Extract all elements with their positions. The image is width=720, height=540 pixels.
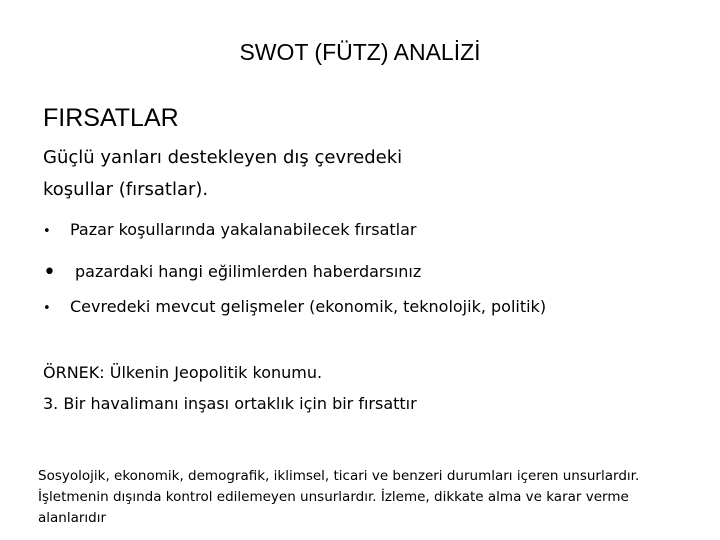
bullet-marker: • xyxy=(43,260,56,285)
bullet-item xyxy=(43,296,546,320)
bullet-marker: • xyxy=(43,224,51,239)
intro-line: koşullar (fırsatlar). xyxy=(43,179,209,200)
bullet-text: Pazar koşullarında yakalanabilecek fırsatlar xyxy=(70,220,417,239)
slide-title: SWOT (FÜTZ) ANALİZİ xyxy=(239,39,481,65)
bullet-marker: • xyxy=(43,301,51,316)
bullet-item xyxy=(43,261,421,284)
bullet-text: Cevredeki mevcut gelişmeler (ekonomik, teknolojik, politik) xyxy=(70,297,547,316)
example-line: ÖRNEK: Ülkenin Jeopolitik konumu. xyxy=(43,363,323,382)
section-heading: FIRSATLAR xyxy=(43,104,179,132)
example-line: 3. Bir havalimanı inşası ortaklık için bir fırsattır xyxy=(43,394,417,413)
footnote: Sosyolojik, ekonomik, demografik, iklimsel, ticari ve benzeri durumları içeren unsurlardır. İşletmenin dışında kontrol edilemeyen unsurlardır. İzleme, dikkate alma ve karar verme alanlarıdır xyxy=(38,468,640,526)
bullet-text: pazardaki hangi eğilimlerden haberdarsınız xyxy=(75,262,422,281)
intro-line: Güçlü yanları destekleyen dış çevredeki xyxy=(43,147,403,168)
bullet-item xyxy=(43,219,417,243)
